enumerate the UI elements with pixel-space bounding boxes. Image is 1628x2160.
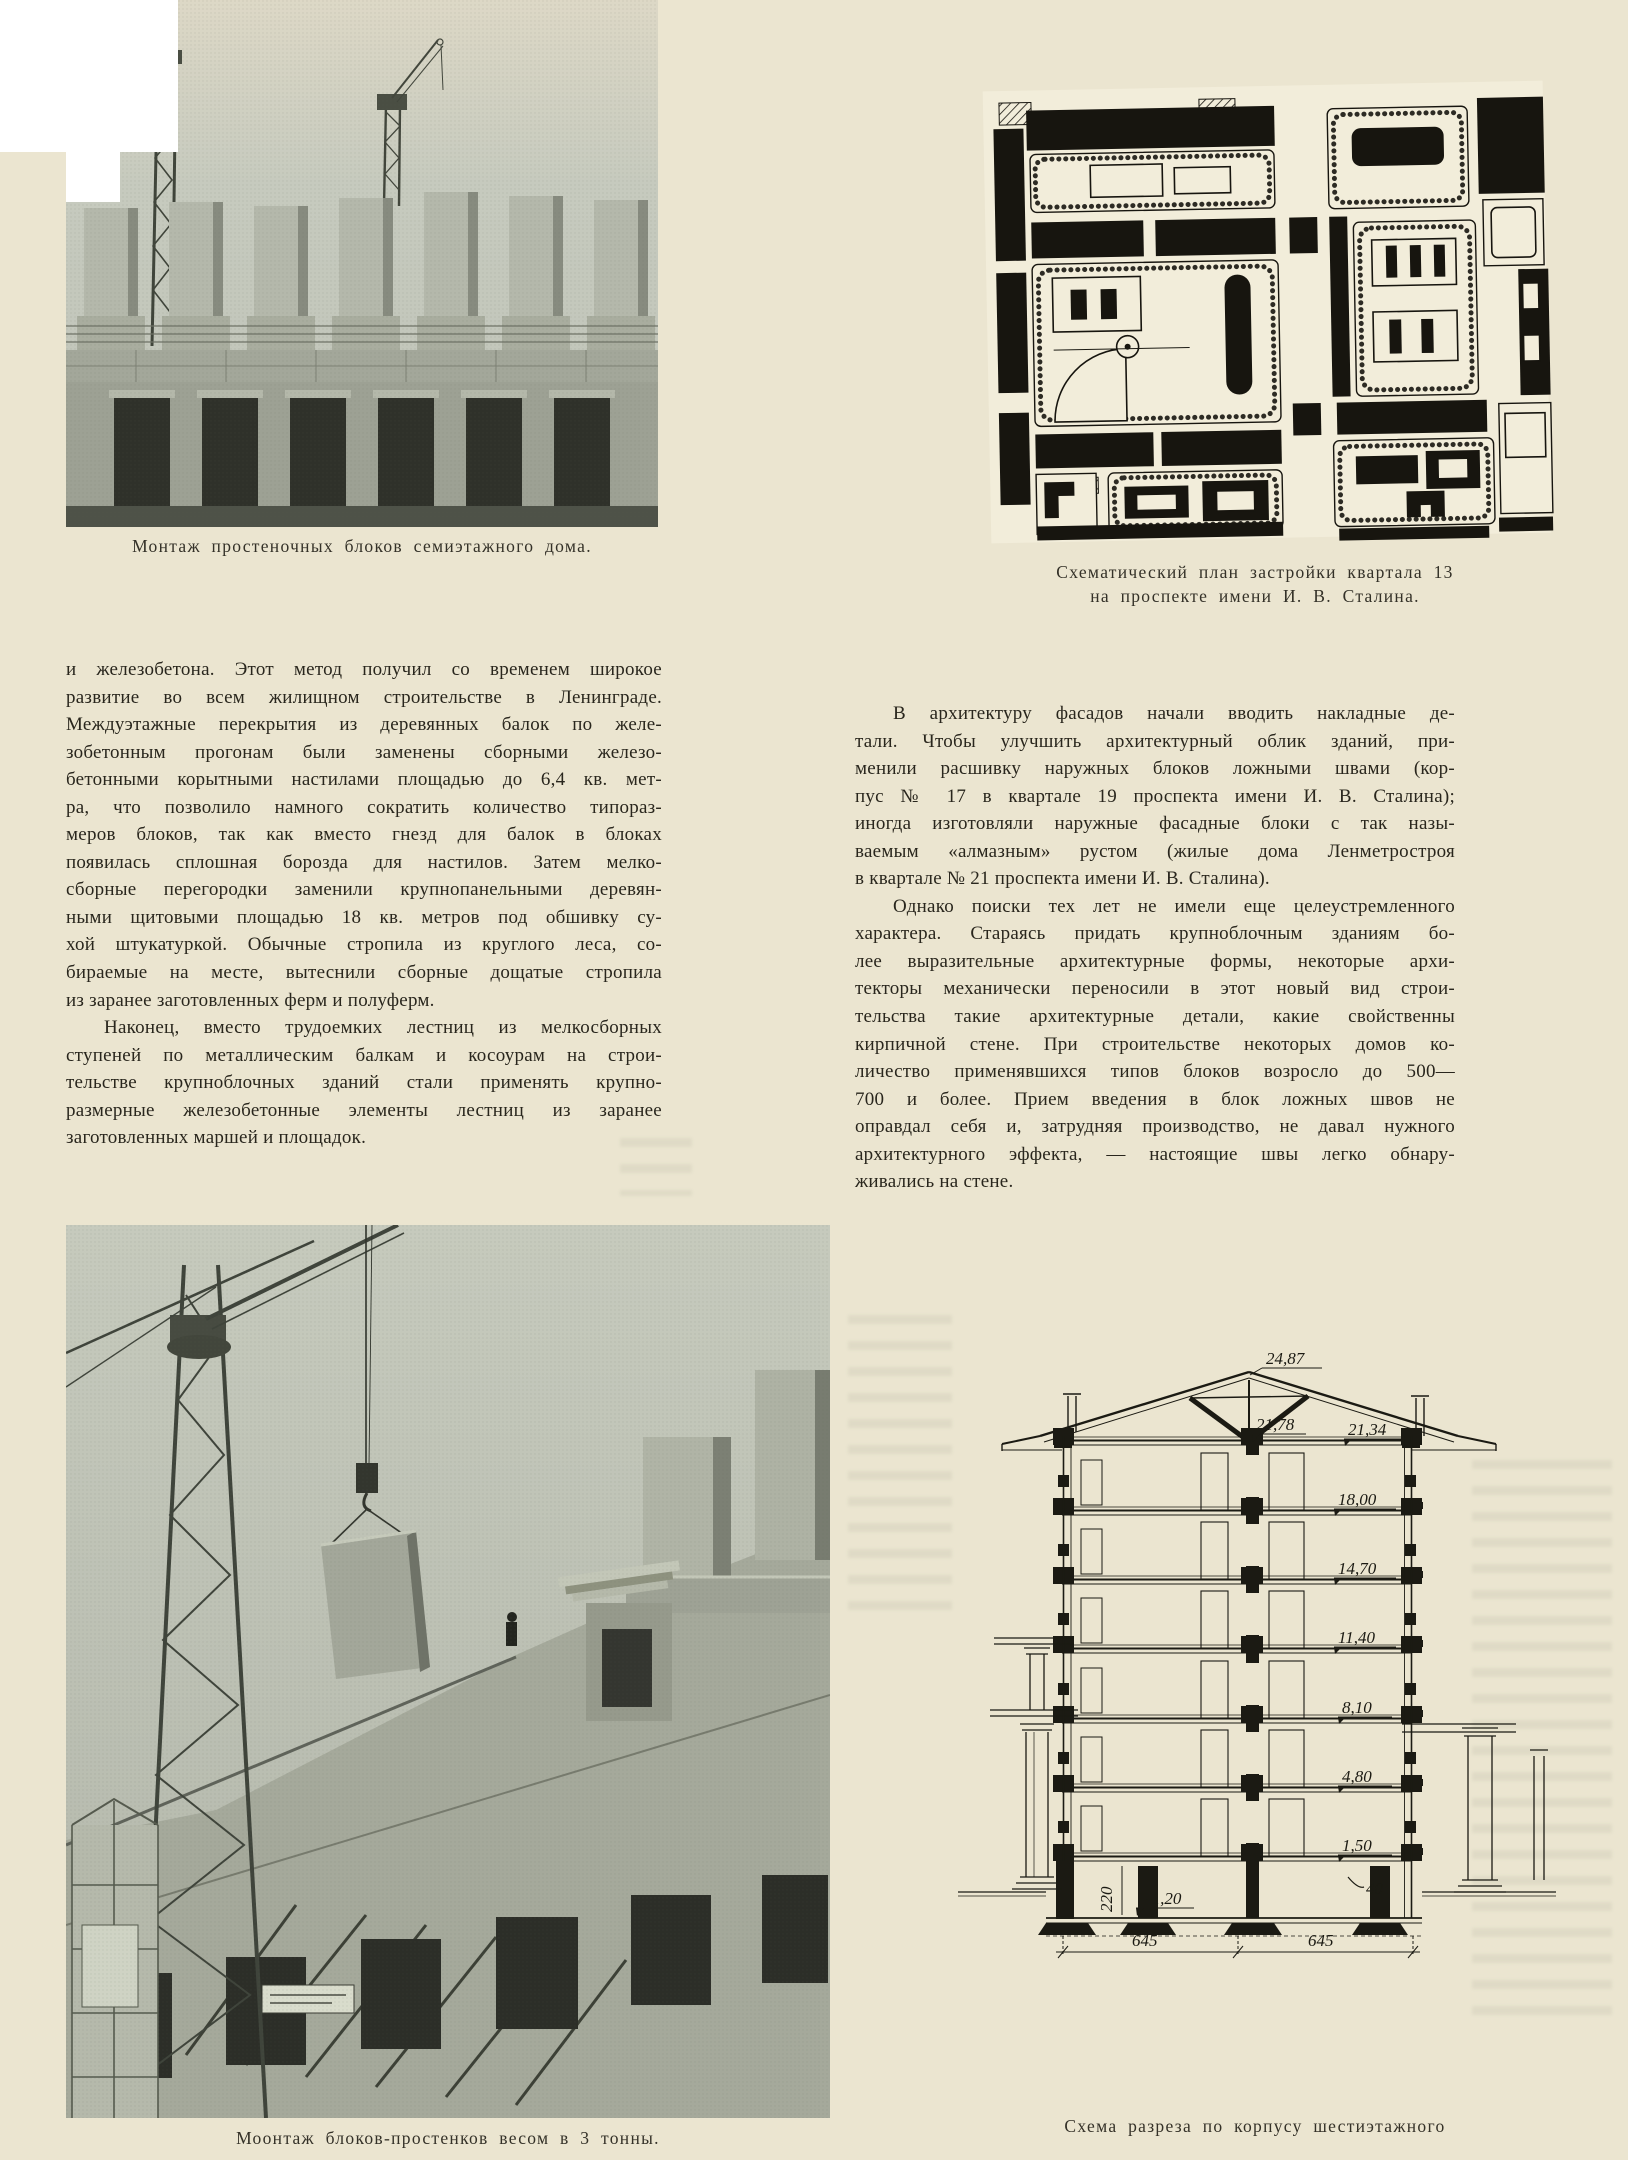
elev-f1: 1,50	[1342, 1836, 1372, 1855]
text-line: сборные перегородки заменили крупнопанельными деревян-	[66, 879, 662, 901]
basement	[1038, 1861, 1422, 1936]
text-line: текторы механически переносили в этот новый вид строи-	[855, 978, 1455, 1000]
elev-eaves: 21,34	[1348, 1420, 1387, 1439]
text-line: и железобетона. Этот метод получил со временем широкое	[66, 659, 662, 680]
photo-crane-lift	[66, 1225, 830, 2118]
text-line: В архитектуру фасадов начали вводить накладные де-	[893, 703, 1455, 724]
text-line: пус № 17 в квартале 19 проспекта имени И. В. Сталина);	[855, 785, 1455, 807]
caption-photo-bottom: Моонтаж блоков-простенков весом в 3 тонны.	[236, 2128, 660, 2148]
bleed-through-ghost	[848, 1315, 952, 1615]
text-line: 700 и более. Прием введения в блок ложных швов не	[855, 1088, 1455, 1110]
text-line: размерные железобетонные элементы лестниц из заранее	[66, 1099, 662, 1121]
scan-white-corner	[66, 152, 120, 202]
text-line: развитие во всем жилищном строительстве в Ленинграде.	[66, 686, 662, 708]
text-line: оправдал себя и, затрудняя производство, не давал нужного	[855, 1116, 1455, 1138]
left-text-column	[66, 656, 662, 1152]
text-line: меров блоков, так как вместо гнезд для балок в блоках	[66, 824, 662, 846]
caption-plan	[930, 560, 1580, 608]
text-line: Междуэтажные перекрытия из деревянных балок по желе-	[66, 714, 662, 736]
caption-photo-top: Монтаж простеночных блоков семиэтажного дома.	[132, 536, 592, 556]
figure-cross-section	[950, 1332, 1560, 2090]
text-line: тали. Чтобы улучшить архитектурный облик зданий, при-	[855, 730, 1455, 752]
text-line: кирпичной стене. При строительстве некоторых домов ко-	[855, 1033, 1455, 1055]
bottom-dimensions	[1056, 1931, 1420, 1958]
elev-f4: 11,40	[1338, 1628, 1375, 1647]
scan-white-corner	[0, 0, 178, 152]
dim-40: 40	[1366, 1879, 1383, 1898]
elev-attic: 21,78	[1256, 1415, 1295, 1434]
text-line: иногда изготовляли наружные фасадные блоки с так назы-	[855, 813, 1455, 835]
elev-ridge: 24,87	[1266, 1349, 1305, 1368]
caption-section: Схема разреза по корпусу шестиэтажного	[1064, 2116, 1446, 2136]
text-line: архитектурного эффекта, — настоящие швы легко обнару-	[855, 1143, 1455, 1165]
text-line: зобетонным прогонам были заменены сборными железо-	[66, 741, 662, 763]
caption-plan-line2: на проспекте имени И. В. Сталина.	[1090, 586, 1420, 606]
text-line: живались на стене.	[855, 1171, 1014, 1193]
text-line: бетонными корытными настилами площадью до 6,4 кв. мет-	[66, 769, 662, 791]
text-line: менили расшивку наружных блоков ложными швами (кор-	[855, 758, 1455, 780]
elev-f6: 18,00	[1338, 1490, 1377, 1509]
dim-645-right: 645	[1308, 1931, 1334, 1950]
text-line: хой штукатуркой. Обычные стропила из круглого леса, со-	[66, 934, 662, 956]
text-line: из заранее заготовленных ферм и полуферм.	[66, 989, 435, 1011]
text-line: тельства такие архитектурные детали, какие свойственны	[855, 1006, 1455, 1028]
text-line: заготовленных маршей и площадок.	[66, 1127, 367, 1149]
figure-block-plan	[975, 78, 1560, 548]
block-plan-art	[971, 72, 1565, 553]
elev-basement: -1,20	[1146, 1889, 1182, 1908]
text-line: ваемым «алмазным» рустом (жилые дома Ленметростроя	[855, 840, 1455, 862]
text-line: появилась сплошная борозда для настилов. Затем мелко-	[66, 851, 662, 873]
dim-220: 220	[1097, 1886, 1116, 1912]
elev-f5: 14,70	[1338, 1559, 1377, 1578]
text-line: личество применявшихся типов блоков возросло до 500—	[855, 1061, 1455, 1083]
elev-f2: 4,80	[1342, 1767, 1372, 1786]
elev-f3: 8,10	[1342, 1698, 1372, 1717]
text-line: тельстве крупноблочных зданий стали применять крупно-	[66, 1072, 662, 1094]
cross-section-art	[950, 1332, 1560, 2090]
text-line: ступеней по металлическим балкам и косоурам на строи-	[66, 1044, 662, 1066]
text-line: в квартале № 21 проспекта имени И. В. Сталина).	[855, 868, 1270, 890]
text-line: ными щитовыми площадью 18 кв. метров под обшивку су-	[66, 906, 662, 928]
text-line: Однако поиски тех лет не имели еще целеустремленного	[893, 895, 1455, 917]
text-line: бираемые на месте, вытеснили сборные дощатые стропила	[66, 962, 662, 984]
text-line: характера. Стараясь придать крупноблочным зданиям бо-	[855, 923, 1455, 945]
right-portico	[1402, 1724, 1556, 1896]
text-line: ра, что позволило намного сократить количество типораз-	[66, 796, 662, 818]
dim-645-left: 645	[1132, 1931, 1158, 1950]
photo-crane-lift-art	[66, 1225, 830, 2118]
right-text-column	[855, 700, 1455, 1196]
text-line: Наконец, вместо трудоемких лестниц из мелкосборных	[104, 1017, 662, 1039]
caption-plan-line1: Схематический план застройки квартала 13	[1056, 562, 1454, 582]
text-line: лее выразительные архитектурные формы, некоторые архи-	[855, 950, 1455, 972]
